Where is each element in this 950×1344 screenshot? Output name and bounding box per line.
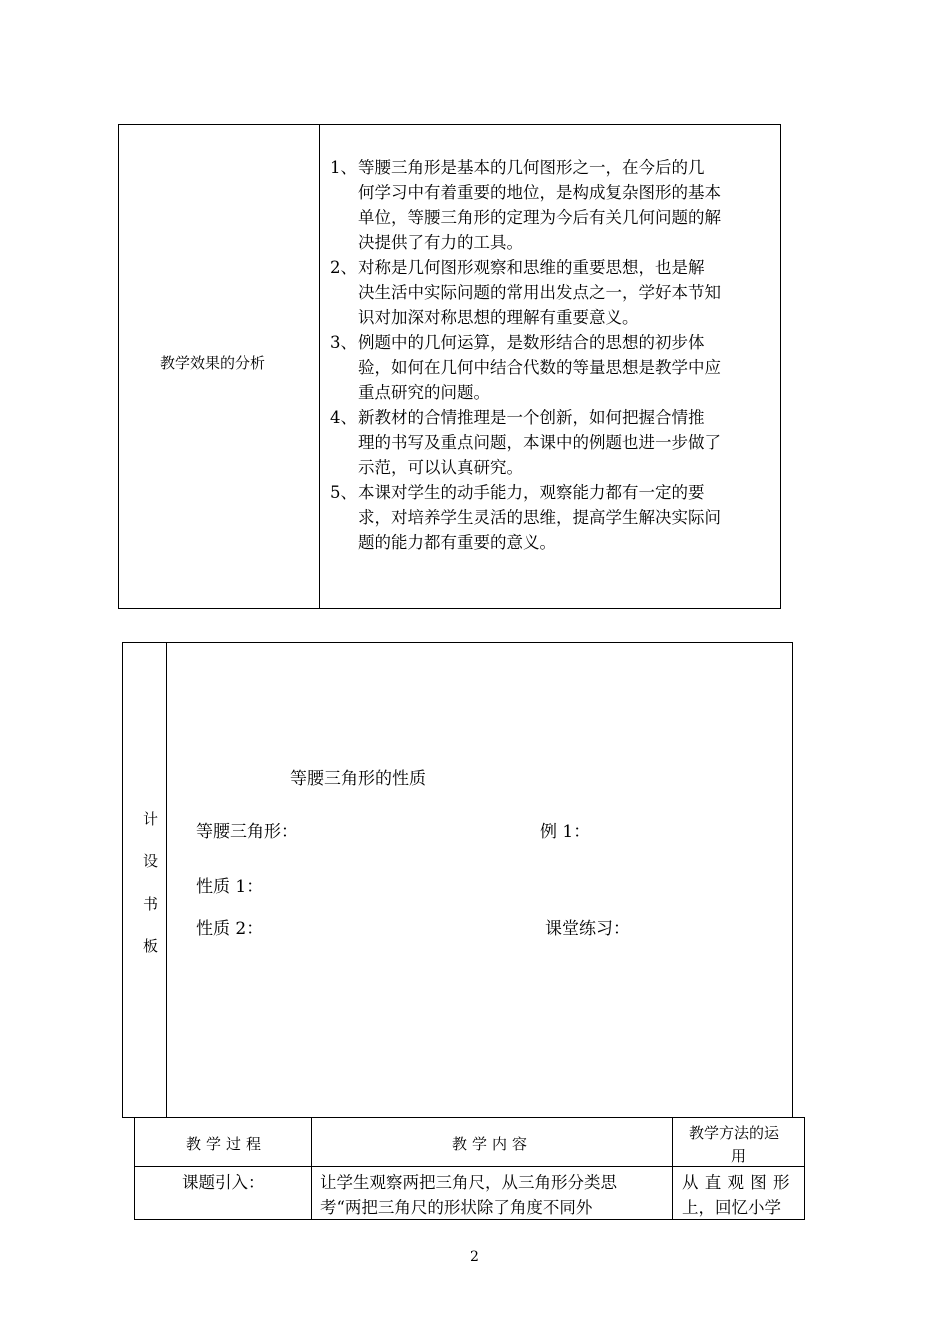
item-line: 决提供了有力的工具。 (358, 233, 523, 252)
item-line: 例题中的几何运算，是数形结合的思想的初步体 (358, 333, 705, 352)
side-label-char: 计 (143, 810, 159, 828)
board-divider (166, 642, 167, 1118)
item-number: 3、 (330, 333, 357, 352)
analysis-item-4 (330, 405, 775, 480)
item-number: 2、 (330, 258, 357, 277)
process-col-divider (311, 1117, 312, 1220)
analysis-item-5 (330, 480, 775, 555)
method-line: 上，回忆小学 (682, 1198, 781, 1217)
item-line: 验，如何在几何中结合代数的等量思想是教学中应 (358, 358, 721, 377)
analysis-label: 教学效果的分析 (160, 354, 266, 372)
header-process: 教学过程 (186, 1135, 267, 1153)
item-line: 决生活中实际问题的常用出发点之一，学好本节知 (358, 283, 721, 302)
method-line: 从 直 观 图 形 (682, 1173, 790, 1192)
item-line: 重点研究的问题。 (358, 383, 490, 402)
header-method: 教学方法的运 (689, 1124, 780, 1142)
stage-cell: 课题引入： (182, 1173, 265, 1192)
item-line: 示范，可以认真研究。 (358, 458, 523, 477)
item-line: 对称是几何图形观察和思维的重要思想，也是解 (358, 258, 705, 277)
analysis-item-3 (330, 330, 775, 405)
analysis-item-2 (330, 255, 775, 330)
item-line: 何学习中有着重要的地位，是构成复杂图形的基本 (358, 183, 721, 202)
side-label-char: 书 (143, 895, 159, 913)
item-line: 识对加深对称思想的理解有重要意义。 (358, 308, 639, 327)
board-example: 例 1： (540, 822, 591, 842)
item-line: 等腰三角形是基本的几何图形之一，在今后的几 (358, 158, 705, 177)
board-property-2: 性质 2： (196, 919, 264, 939)
content-line: 考“两把三角尺的形状除了角度不同外 (320, 1198, 593, 1217)
item-line: 新教材的合情推理是一个创新，如何把握合情推 (358, 408, 705, 427)
item-line: 理的书写及重点问题，本课中的例题也进一步做了 (358, 433, 721, 452)
board-definition: 等腰三角形： (196, 822, 298, 842)
item-number: 4、 (330, 408, 357, 427)
board-property-1: 性质 1： (196, 877, 264, 897)
item-line: 题的能力都有重要的意义。 (358, 533, 556, 552)
analysis-divider (319, 124, 320, 609)
process-col-divider (672, 1117, 673, 1220)
header-method-cont: 用 (731, 1147, 747, 1165)
page-number: 2 (470, 1249, 479, 1265)
item-line: 单位，等腰三角形的定理为今后有关几何问题的解 (358, 208, 721, 227)
side-label-char: 板 (143, 937, 159, 955)
board-exercise: 课堂练习： (545, 919, 630, 939)
content-line: 让学生观察两把三角尺，从三角形分类思 (320, 1173, 617, 1192)
process-row-divider (134, 1166, 805, 1167)
item-line: 本课对学生的动手能力，观察能力都有一定的要 (358, 483, 705, 502)
header-content: 教学内容 (452, 1135, 533, 1153)
item-number: 1、 (330, 158, 357, 177)
analysis-item-1 (330, 155, 775, 255)
board-title: 等腰三角形的性质 (290, 769, 426, 789)
item-line: 求，对培养学生灵活的思维，提高学生解决实际问 (358, 508, 721, 527)
item-number: 5、 (330, 483, 357, 502)
side-label-char: 设 (143, 852, 159, 870)
